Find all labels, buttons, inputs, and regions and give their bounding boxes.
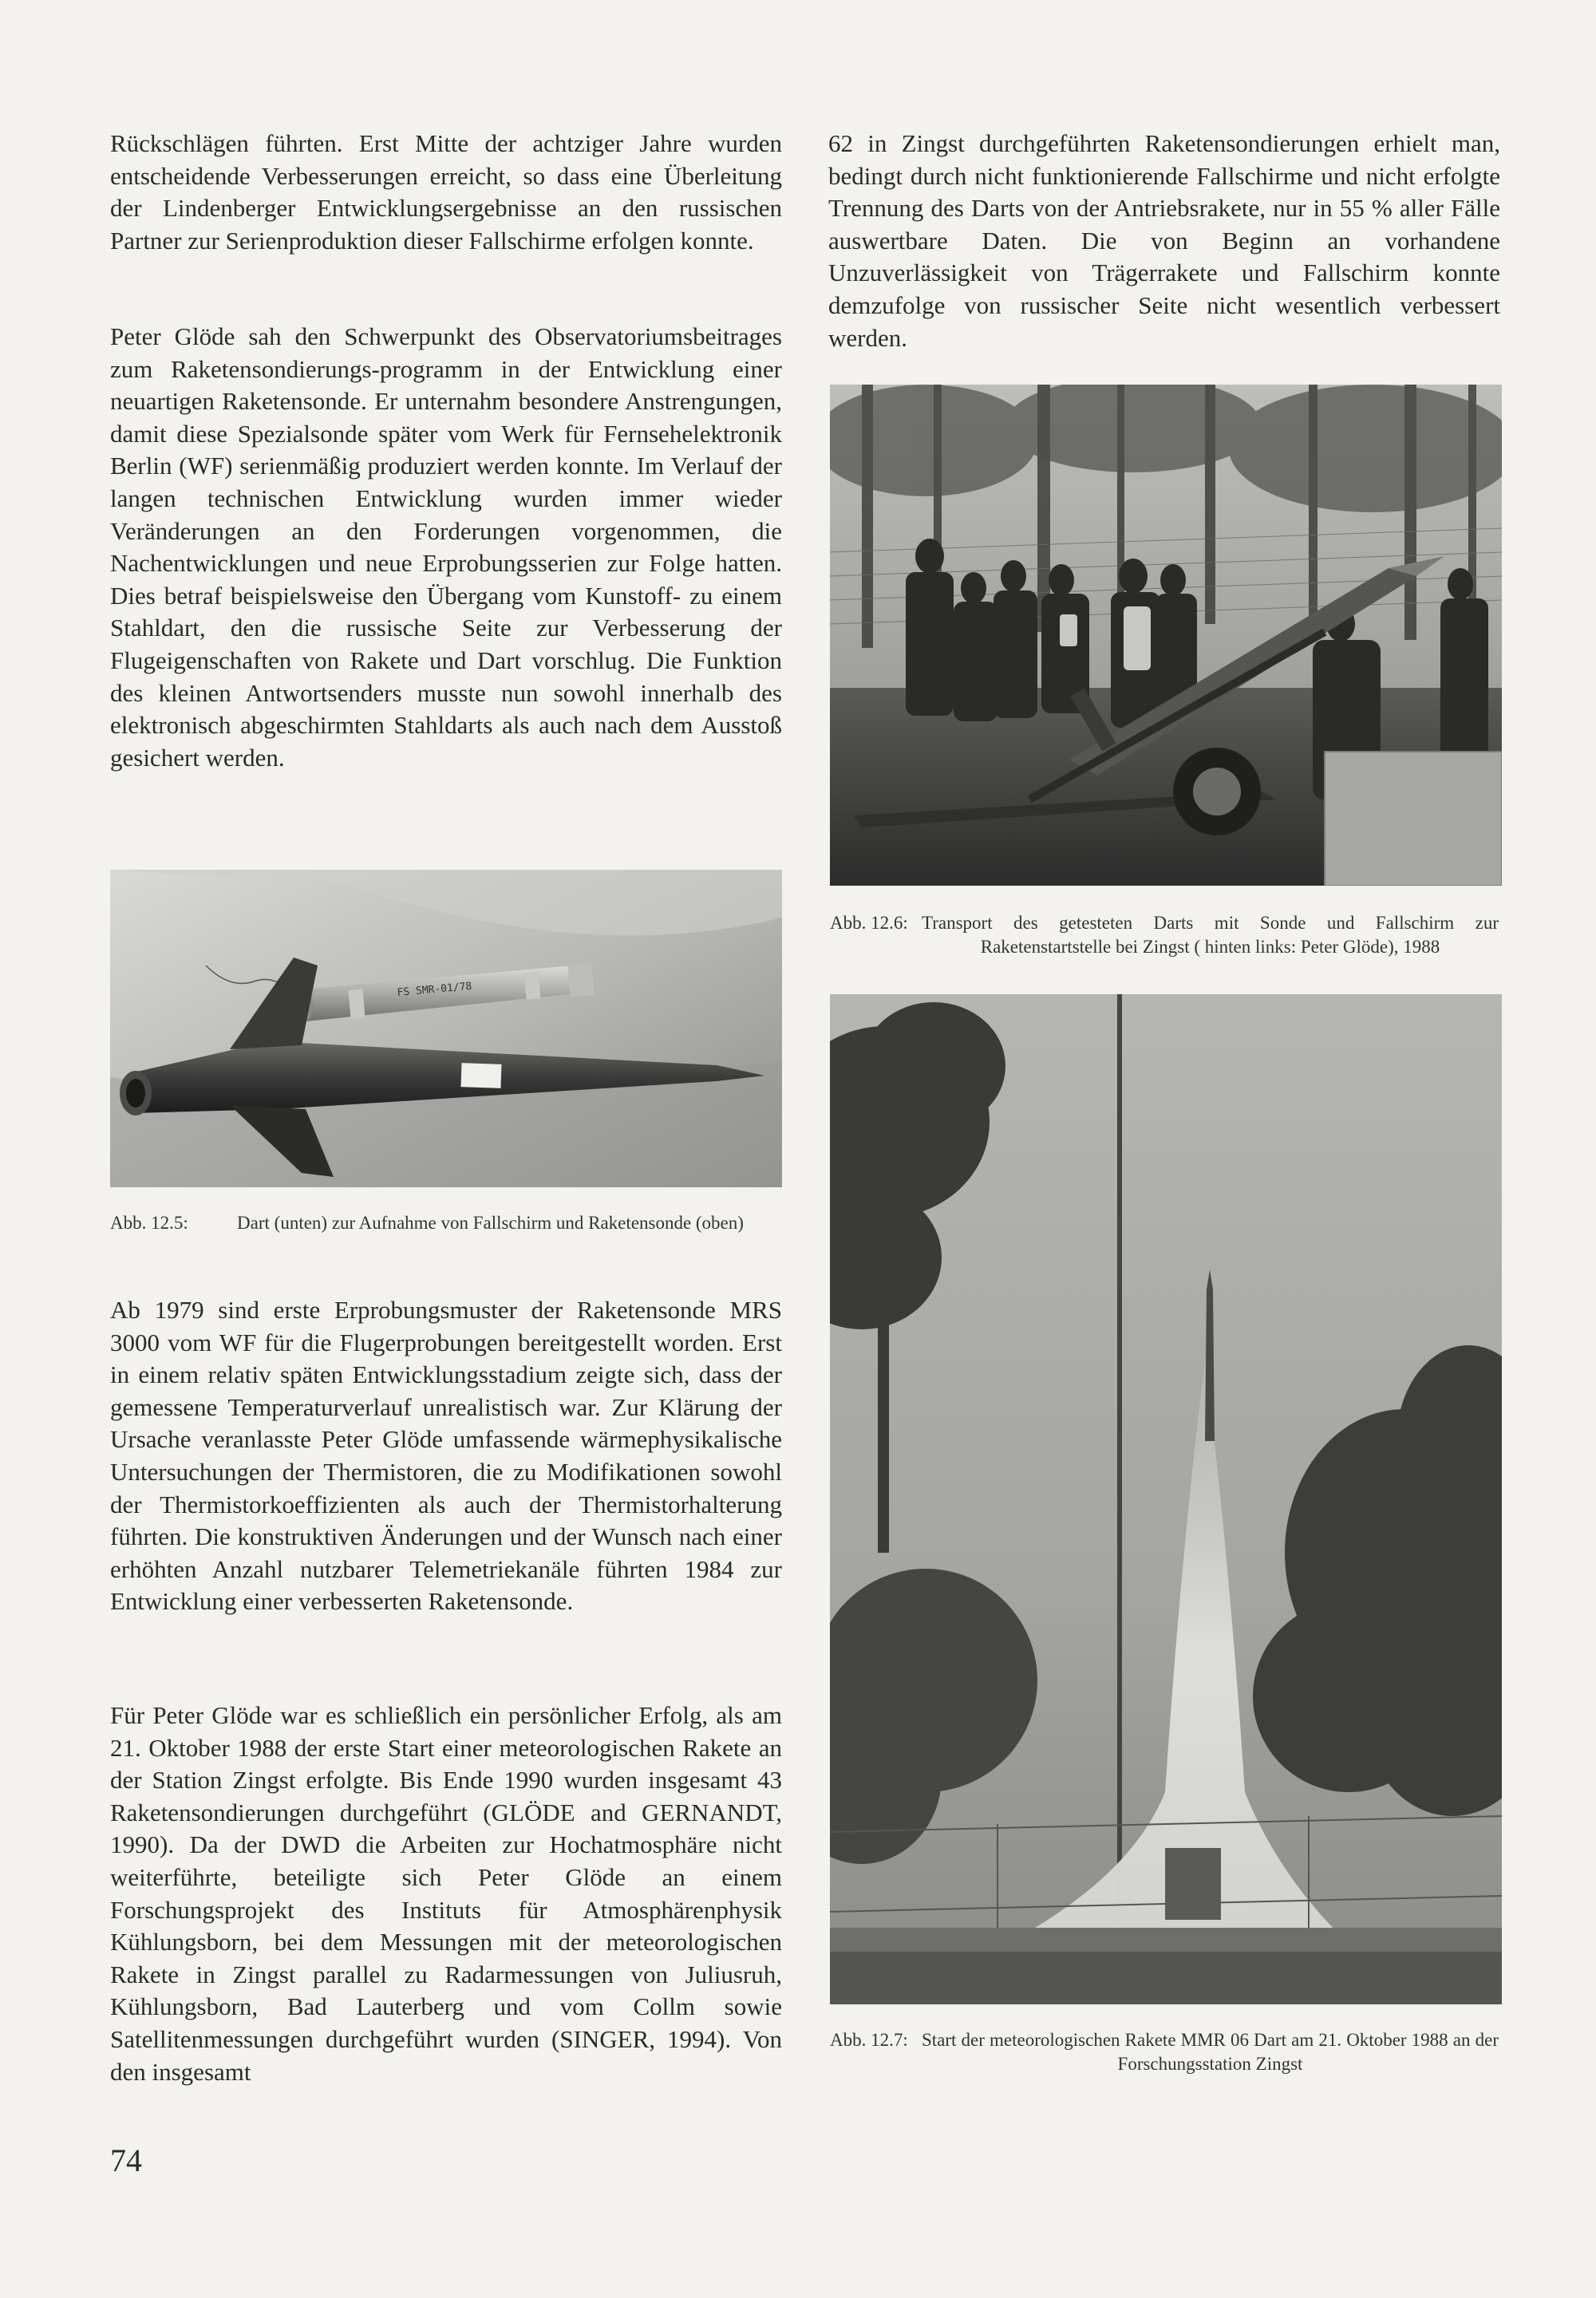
figure-12-6-text: Transport des getesteten Darts mit Sonde und Fallschirm zur Raketenstartstelle bei Zingst ( hinten links: Peter Glöde), 1988 — [922, 913, 1499, 957]
figure-12-7-caption — [830, 2028, 1502, 2076]
left-paragraph-1: Rückschlägen führten. Erst Mitte der achtziger Jahre wurden entscheidende Verbesserungen erreicht, so dass eine Überleitung der Lindenberger Entwicklungsergebnisse an den russischen Partner zur Serienproduktion dieser Fallschirme erfolgen konnte. — [110, 129, 782, 255]
launch-scene — [830, 994, 1502, 2004]
figure-12-6-label: Abb. 12.6: — [830, 913, 908, 933]
left-paragraph-4: Für Peter Glöde war es schließlich ein persönlicher Erfolg, als am 21. Oktober 1988 der erste Start einer meteorologischen Rakete an der Station Zingst erfolgte. Bis Ende 1990 wurden insgesamt 43 Raketensondierungen durchgeführt (GLÖDE and GERNANDT, 1990). Da der DWD die Arbeiten zur Hochatmosphäre nicht weiterführte, beteiligte sich Peter Glöde an einem Forschungsprojekt des Instituts für Atmosphärenphysik Kühlungsborn, bei dem Messungen mit der meteorologischen Rakete in Zingst parallel zu Radarmessungen von Juliusruh, Kühlungsborn, Bad Lauterberg und vom Collm sowie Satellitenmessungen durchgeführt wurden (SINGER, 1994). Von den insgesamt — [110, 1701, 782, 2086]
figure-12-7-label: Abb. 12.7: — [830, 2030, 908, 2050]
tube-marking: FS SMR-01/78 — [397, 980, 472, 999]
figure-12-7-launch-photo — [830, 994, 1502, 2004]
antenna-mast — [1117, 994, 1122, 1928]
figure-12-7-text: Start der meteorologischen Rakete MMR 06 Dart am 21. Oktober 1988 an der Forschungsstation Zingst — [922, 2030, 1499, 2074]
figure-12-6-caption — [830, 911, 1502, 959]
figure-12-5-dart-photo — [110, 870, 782, 1187]
left-paragraph-2: Peter Glöde sah den Schwerpunkt des Observatoriumsbeitrages zum Raketensondierungs-programm in der Entwicklung einer neuartigen Raketensonde. Er unternahm besondere Anstrengungen, damit diese Spezialsonde später vom Werk für Fernsehelektronik Berlin (WF) serienmäßig produziert werden konnte. Im Verlauf der langen technischen Entwicklung wurden immer wieder Veränderungen an den Forderungen vorgenommen, die Nachentwicklungen und neue Erprobungsserien zur Folge hatten. Dies betraf beispielsweise den Übergang vom Kunstoff- zu einem Stahldart, den die russische Seite zur Verbesserung der Flugeigenschaften von Rakete und Dart vorschlug. Die Funktion des kleinen Antwortsenders musste nun sowohl innerhalb des elektronisch abgeschirmten Stahldarts als auch nach dem Ausstoß gesichert werden. — [110, 322, 782, 772]
figure-12-5-text: Dart (unten) zur Aufnahme von Fallschirm und Raketensonde (oben) — [237, 1213, 744, 1233]
figure-12-6-transport-photo — [830, 385, 1502, 886]
figure-12-5-label: Abb. 12.5: — [110, 1213, 188, 1233]
right-paragraph-1: 62 in Zingst durchgeführten Raketensondierungen erhielt man, bedingt durch nicht funktionierende Fallschirme und nicht erfolgte Trennung des Darts von der Antriebsrakete, nur in 55 % aller Fälle auswertbare Daten. Die von Beginn an vorhandene Unzuverlässigkeit von Trägerrakete und Fallschirm konnte demzufolge von russischer Seite nicht wesentlich verbessert werden. — [828, 129, 1500, 352]
transport-scene — [830, 385, 1502, 886]
left-paragraph-3: Ab 1979 sind erste Erprobungsmuster der Raketensonde MRS 3000 vom WF für die Flugerprobungen bereitgestellt worden. Erst in einem relativ späten Entwicklungsstadium zeigte sich, dass der gemessene Temperaturverlauf unrealistisch war. Zur Klärung der Ursache veranlasste Peter Glöde umfassende wärmephysikalische Untersuchungen der Thermistoren, die zu Modifikationen sowohl der Thermistorkoeffizienten als auch der Thermistorhalterung führten. Die konstruktiven Änderungen und der Wunsch nach einer erhöhten Anzahl nutzbarer Telemetriekanäle führten 1984 zur Entwicklung einer verbesserten Raketensonde. — [110, 1296, 782, 1616]
figure-12-5-caption — [110, 1211, 782, 1235]
page-number: 74 — [110, 2142, 142, 2178]
dart-illustration — [110, 870, 782, 1187]
